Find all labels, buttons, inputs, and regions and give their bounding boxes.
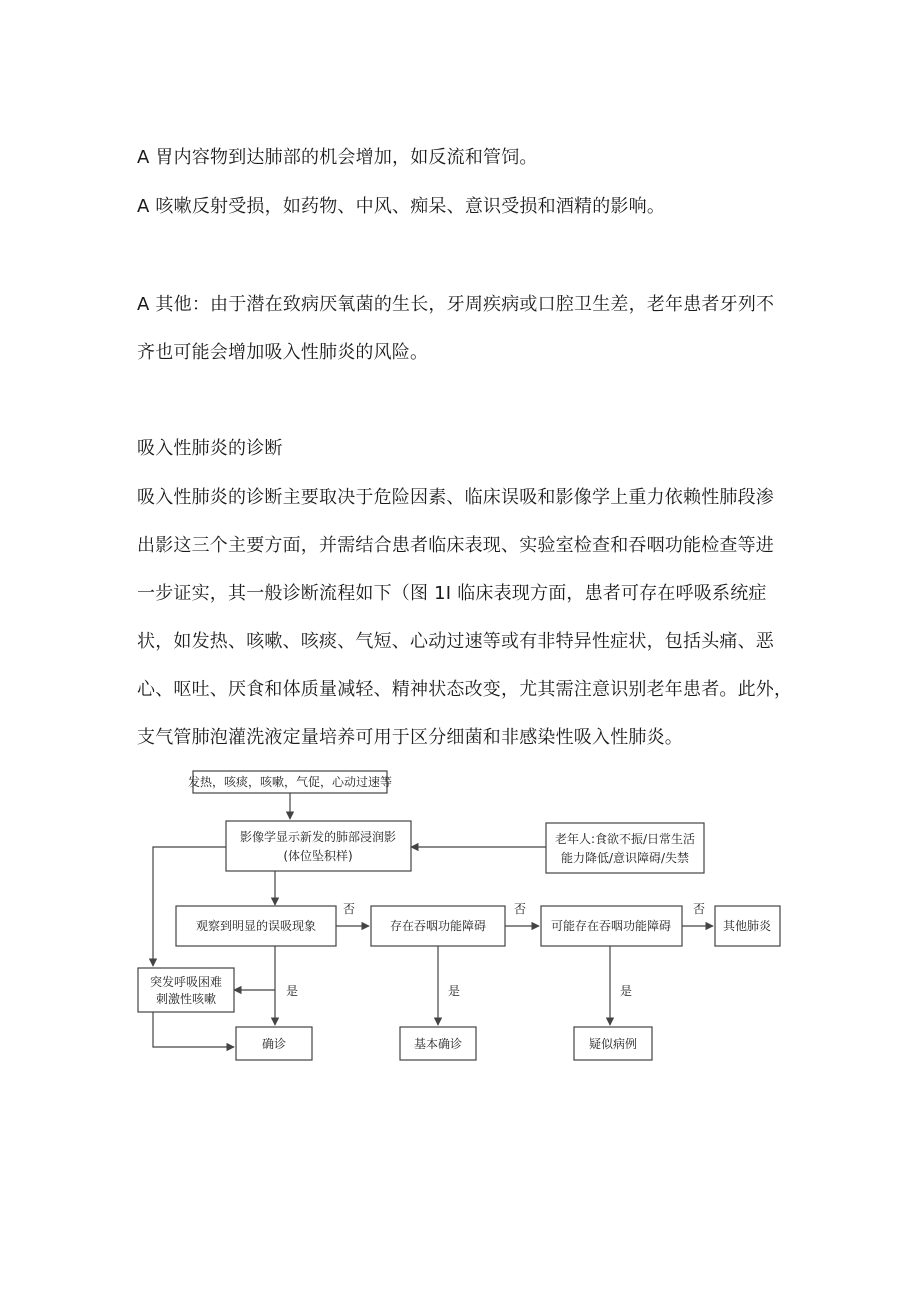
- label-no-1: 否: [343, 902, 356, 916]
- label-no-3: 否: [693, 902, 706, 916]
- diagnosis-paragraph-line4: 状，如发热、咳嗽、咳痰、气短、心动过速等或有非特异性症状，包括头痛、恶: [137, 631, 774, 652]
- node-elderly-line2: 能力降低/意识障碍/失禁: [560, 851, 690, 865]
- label-no-2: 否: [514, 902, 527, 916]
- node-observed-aspiration-text: 观察到明显的误吸现象: [195, 919, 317, 933]
- diagnosis-paragraph-line6: 支气管肺泡灌洗液定量培养可用于区分细菌和非感染性吸入性肺炎。: [137, 727, 683, 748]
- section-heading: 吸入性肺炎的诊断: [137, 438, 283, 459]
- node-sudden-dyspnea: [138, 968, 234, 1012]
- node-observed-aspiration: [176, 906, 336, 946]
- node-imaging-line2: (体位坠积样): [283, 849, 353, 863]
- label-yes-1: 是: [286, 984, 299, 998]
- list-item-cough-reflex: A 咳嗽反射受损，如药物、中风、痴呆、意识受损和酒精的影响。: [137, 196, 666, 217]
- node-other-pneumonia: [715, 906, 780, 946]
- diagnosis-paragraph-line5: 心、呕吐、厌食和体质量减轻、精神状态改变，尤其需注意识别老年患者。此外，: [137, 679, 793, 700]
- diagnosis-paragraph-line1: 吸入性肺炎的诊断主要取决于危险因素、临床误吸和影像学上重力依赖性肺段渗: [137, 487, 774, 508]
- label-yes-3: 是: [620, 984, 633, 998]
- node-symptoms: [188, 771, 392, 793]
- node-confirmed: [236, 1027, 312, 1060]
- node-basically-confirmed-text: 基本确诊: [413, 1037, 463, 1051]
- node-suspected-text: 疑似病例: [588, 1037, 638, 1051]
- list-item-reflux: A 胃内容物到达肺部的机会增加，如反流和管饲。: [137, 147, 538, 168]
- node-confirmed-text: 确诊: [261, 1037, 287, 1051]
- node-elderly-line1: 老年人:食欲不振/日常生活: [554, 832, 696, 846]
- node-swallow-disorder: [371, 906, 505, 946]
- node-swallow-disorder-text: 存在吞咽功能障碍: [389, 919, 487, 933]
- list-item-other-line2: 齐也可能会增加吸入性肺炎的风险。: [137, 342, 429, 363]
- label-yes-2: 是: [448, 984, 461, 998]
- node-other-pneumonia-text: 其他肺炎: [722, 919, 772, 933]
- diagnosis-paragraph-line2: 出影这三个主要方面，并需结合患者临床表现、实验室检查和吞咽功能检查等进: [137, 535, 774, 556]
- node-possible-swallow-disorder: [541, 906, 682, 946]
- node-possible-swallow-disorder-text: 可能存在吞咽功能障碍: [550, 919, 672, 933]
- list-item-other-line1: A 其他：由于潜在致病厌氧菌的生长，牙周疾病或口腔卫生差，老年患者牙列不: [137, 294, 775, 315]
- edge-sudden-to-confirmed: [153, 1012, 234, 1047]
- node-imaging: [226, 821, 411, 871]
- node-basically-confirmed: [400, 1027, 476, 1060]
- diagnosis-paragraph-line3: 一步证实，其一般诊断流程如下（图 1I 临床表现方面，患者可存在呼吸系统症: [137, 583, 767, 604]
- node-elderly: [546, 823, 704, 873]
- node-symptoms-text: 发热，咳痰，咳嗽，气促，心动过速等: [187, 775, 393, 789]
- node-sudden-dyspnea-line1: 突发呼吸困难: [149, 975, 223, 989]
- node-imaging-line1: 影像学显示新发的肺部浸润影: [239, 830, 397, 844]
- node-suspected: [574, 1027, 652, 1060]
- node-sudden-dyspnea-line2: 刺激性咳嗽: [155, 992, 217, 1006]
